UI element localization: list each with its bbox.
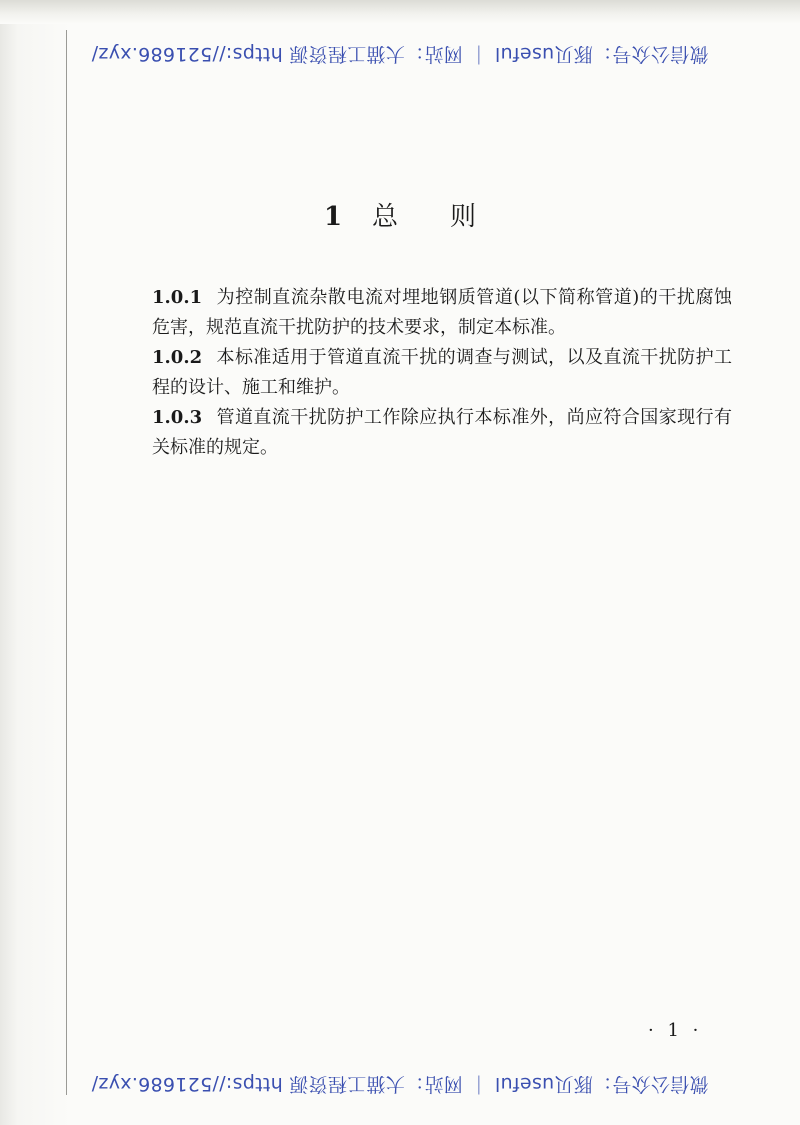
- chapter-title: [0, 196, 800, 233]
- watermark-top: 微信公众号：豚贝useful ｜ 网站：大猫工程资源 https://521686.xyz/: [91, 43, 709, 66]
- clause-number: 1.0.3: [152, 407, 203, 428]
- scan-shadow-left: [0, 0, 70, 1125]
- clause-text: 本标准适用于管道直流干扰的调查与测试，以及直流干扰防护工程的设计、施工和维护。: [152, 347, 732, 398]
- clause-text: 管道直流干扰防护工作除应执行本标准外，尚应符合国家现行有关标准的规定。: [152, 407, 732, 458]
- clause-1-0-2: [152, 343, 732, 403]
- page-number: · 1 ·: [648, 1020, 703, 1041]
- clause-list: [152, 283, 732, 463]
- chapter-title-part1: 总: [372, 202, 399, 232]
- scan-shadow-top: [0, 0, 800, 24]
- clause-number: 1.0.1: [152, 287, 203, 308]
- watermark-bottom: 微信公众号：豚贝useful ｜ 网站：大猫工程资源 https://521686.xyz/: [91, 1073, 709, 1096]
- binding-margin-line: [66, 30, 67, 1095]
- clause-1-0-1: [152, 283, 732, 343]
- clause-number: 1.0.2: [152, 347, 203, 368]
- clause-1-0-3: [152, 403, 732, 463]
- clause-text: 为控制直流杂散电流对埋地钢质管道(以下简称管道)的干扰腐蚀危害，规范直流干扰防护的技术要求，制定本标准。: [152, 287, 732, 338]
- chapter-title-part2: 则: [450, 202, 477, 232]
- chapter-number: 1: [323, 202, 343, 232]
